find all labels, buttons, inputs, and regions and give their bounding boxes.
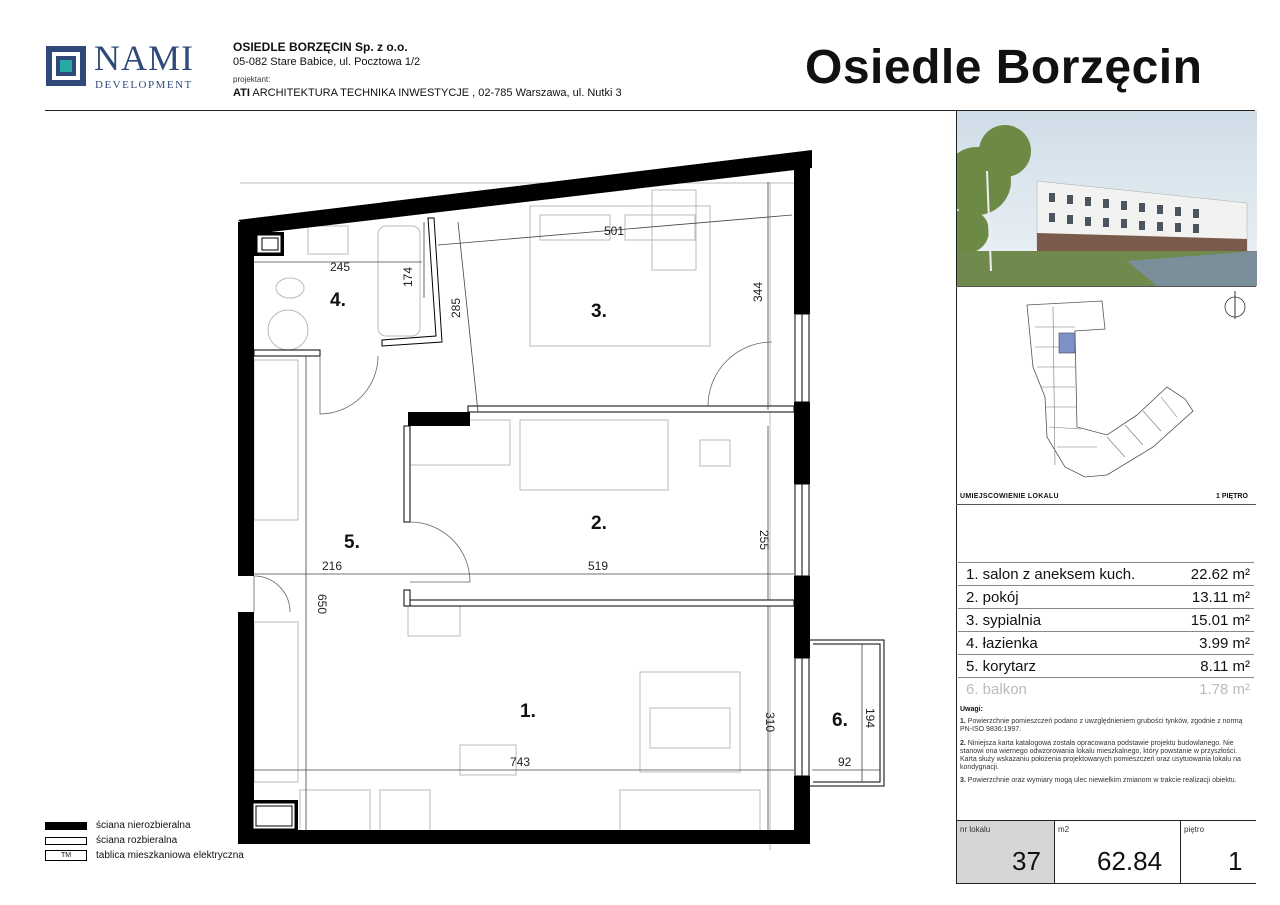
area-label: m2 [1058, 825, 1070, 834]
floor-cell-value: 1 [1228, 846, 1243, 876]
room-area: 3.99 m² [1199, 635, 1250, 652]
room-area: 8.11 m² [1200, 658, 1250, 675]
wardrobe-hall-fixture [254, 360, 298, 520]
washbasin-fixture [308, 226, 348, 254]
toilet-fixture [276, 278, 304, 298]
dimension-92: 92 [838, 755, 852, 769]
location-floor-label: 1 PIĘTRO [1216, 493, 1248, 500]
unit-number-label: nr lokalu [960, 825, 991, 834]
panel-divider-2 [956, 504, 1256, 505]
legend-tm-swatch: TM [45, 850, 87, 861]
legend-removable-wall-swatch [45, 837, 87, 845]
dimension-255: 255 [757, 530, 771, 551]
location-label: UMIEJSCOWIENIE LOKALU [960, 493, 1059, 500]
company-name: OSIEDLE BORZĘCIN Sp. z o.o. [233, 40, 408, 54]
summary-bottom-rule [956, 883, 1256, 884]
dining-area-fixture [640, 672, 740, 772]
windows [795, 314, 809, 776]
dimension-743: 743 [510, 755, 531, 769]
dimension-245: 245 [330, 260, 351, 274]
dimension-174: 174 [401, 266, 415, 287]
table-fixture [650, 708, 730, 748]
projektant-label: projektant: [233, 75, 271, 84]
room-row-sypialnia [958, 609, 1254, 632]
dimension-194: 194 [863, 708, 877, 729]
room-name: 2. pokój [966, 589, 1019, 606]
note-1 [960, 718, 1252, 734]
room-number-6: 6. [832, 710, 848, 731]
sofa-bed-fixture [520, 420, 668, 490]
dimension-lines [254, 182, 880, 830]
dimension-501: 501 [604, 224, 625, 238]
dimension-216: 216 [322, 559, 343, 573]
note-3-number: 3. [960, 777, 966, 785]
room-row-balkon [958, 678, 1254, 700]
pillow-1 [540, 215, 610, 240]
room-number-4: 4. [330, 290, 346, 311]
room-area: 22.62 m² [1190, 566, 1250, 583]
room-row-lazienka [958, 632, 1254, 655]
pillow-2 [625, 215, 695, 240]
legend-removable-wall: ściana rozbieralna [96, 835, 178, 846]
architect-bold: ATI [233, 87, 250, 99]
building-photo [957, 111, 1257, 286]
notes-title: Uwagi: [960, 706, 983, 713]
sofa-fixture [620, 790, 760, 835]
kitchen-counter-fixture [254, 622, 298, 782]
room-name: 6. balkon [966, 681, 1027, 698]
note-3 [960, 777, 1252, 785]
washer-fixture [268, 310, 308, 350]
room-name: 4. łazienka [966, 635, 1038, 652]
page-title: Osiedle Borzęcin [805, 41, 1203, 94]
legend-fixed-wall: ściana nierozbieralna [96, 820, 191, 831]
room-row-salon [958, 562, 1254, 586]
dimension-310: 310 [763, 712, 777, 733]
room-area: 15.01 m² [1190, 612, 1250, 629]
area-value: 62.84 [1097, 846, 1163, 876]
note-1-number: 1. [960, 718, 966, 726]
unit-number-value: 37 [1012, 846, 1041, 876]
cabinet-fixture [408, 606, 460, 636]
chair-2-fixture [460, 745, 516, 775]
room-list [958, 562, 1254, 700]
desk-fixture [410, 420, 510, 465]
legend-tm: tablica mieszkaniowa elektryczna [96, 850, 244, 861]
room-number-5: 5. [344, 532, 360, 553]
note-2-number: 2. [960, 739, 966, 747]
cell-divider [1180, 821, 1181, 883]
architect-rest: ARCHITEKTURA TECHNIKA INWESTYCJE , 02-785 Warszawa, ul. Nutki 3 [249, 87, 622, 99]
cell-divider [1054, 821, 1055, 883]
legend-fixed-wall-swatch [45, 822, 87, 830]
note-2-text: Niniejsza karta katalogowa została opracowana podstawie projektu budowlanego. Nie stanowi ona wiernego odwzorowania lokalu mieszkalnego, który powstanie w przyszłości. Karta służy wskazaniu położenia projektowanych pomieszczeń oraz usytuowania lokalu na kondygnacji. [960, 739, 1241, 772]
room-area: 1.78 m² [1199, 681, 1250, 698]
wardrobe-fixture [652, 190, 696, 270]
chair-fixture [700, 440, 730, 466]
dimension-344: 344 [751, 281, 765, 302]
dimension-650: 650 [315, 594, 329, 615]
room-number-3: 3. [591, 301, 607, 322]
room-row-korytarz [958, 655, 1254, 678]
room-row-pokoj [958, 586, 1254, 609]
room-name: 3. sypialnia [966, 612, 1042, 629]
dimension-285: 285 [449, 297, 463, 318]
note-1-text: Powierzchnie pomieszczeń podano z uwzględnieniem grubości tynków, zgodnie z normą PN-ISO 9836:1997. [960, 718, 1243, 734]
room-name: 1. salon z aneksem kuch. [966, 566, 1136, 583]
room-name: 5. korytarz [966, 658, 1037, 675]
notes [960, 706, 1252, 791]
room-area: 13.11 m² [1191, 589, 1250, 606]
site-plan-map [957, 287, 1257, 492]
logo-subtext: DEVELOPMENT [95, 79, 193, 91]
note-2 [960, 740, 1252, 773]
logo-text: NAMI [94, 38, 194, 78]
dimension-519: 519 [588, 559, 609, 573]
room-number-2: 2. [591, 513, 607, 534]
floor-cell-label: piętro [1184, 825, 1205, 834]
note-3-text: Powierzchnie oraz wymiary mogą ulec niewielkim zmianom w trakcie realizacji obiektu. [965, 777, 1237, 785]
room-number-1: 1. [520, 701, 536, 722]
company-address: 05-082 Stare Babice, ul. Pocztowa 1/2 [233, 56, 421, 68]
